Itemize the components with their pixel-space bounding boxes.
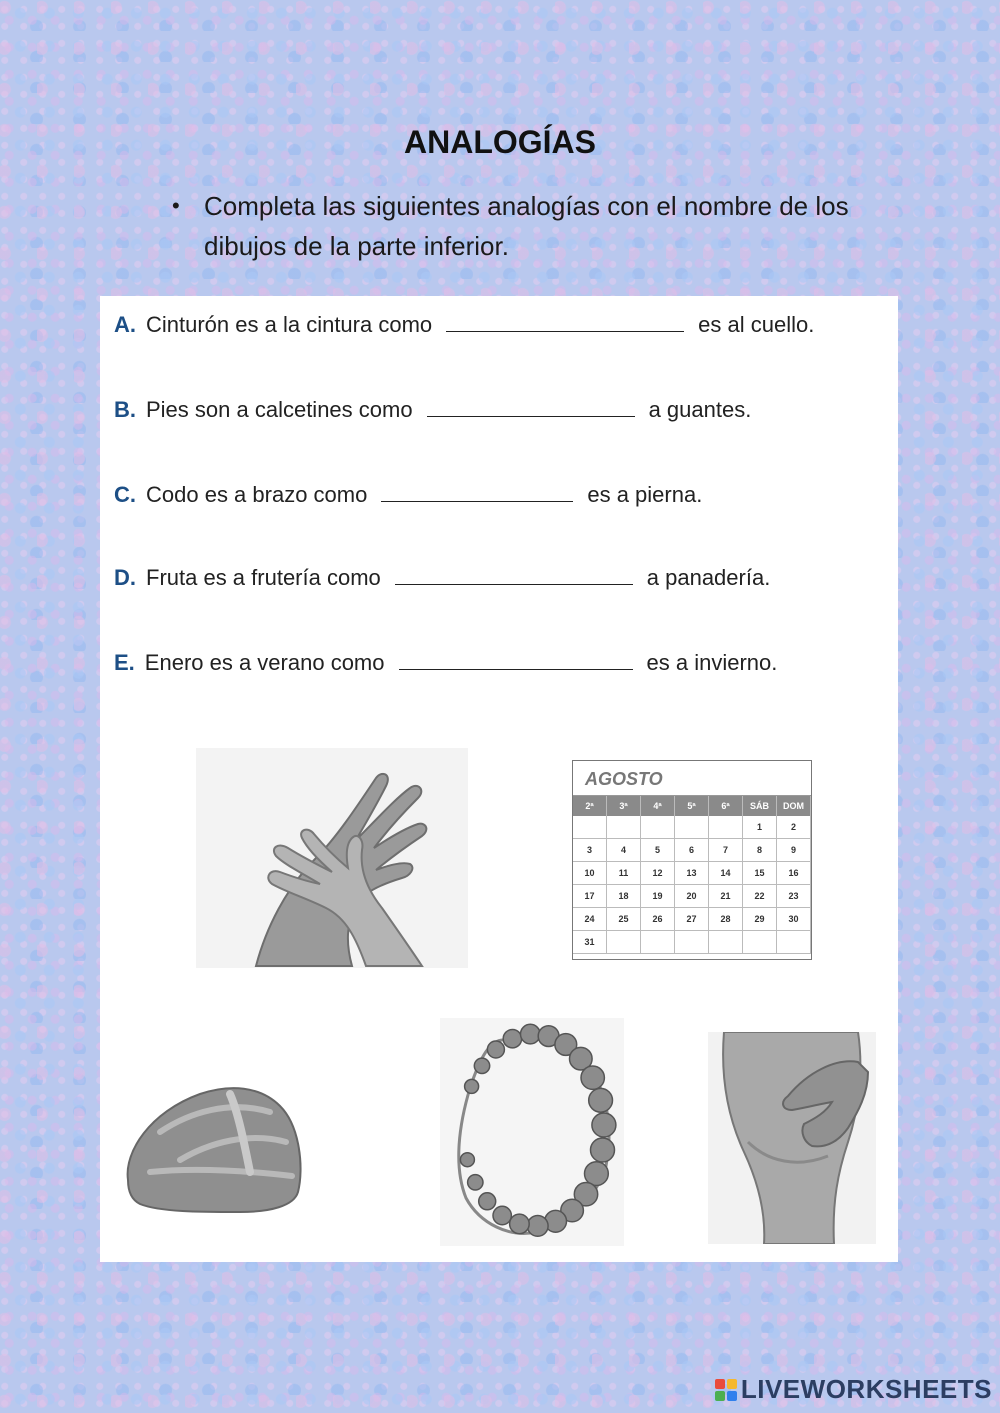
necklace-bead: [521, 1024, 541, 1044]
knee-picture: [708, 1032, 876, 1244]
necklace-bead: [465, 1079, 479, 1093]
calendar-day-header: 4ª: [641, 796, 675, 816]
necklace-bead: [468, 1175, 483, 1190]
footer-brand-text: LIVEWORKSHEETS: [740, 1374, 992, 1404]
analogy-before: Cinturón es a la cintura como: [146, 312, 433, 337]
calendar-day-header: 3ª: [607, 796, 641, 816]
calendar-day-cell: 31: [573, 931, 607, 954]
answer-blank-b[interactable]: [427, 398, 635, 417]
necklace-bead: [527, 1216, 548, 1237]
hands-picture: [196, 748, 468, 968]
calendar-day-cell: [743, 931, 777, 954]
calendar-day-cell: [641, 816, 675, 839]
answer-blank-a[interactable]: [446, 313, 684, 332]
calendar-day-cell: 7: [709, 839, 743, 862]
calendar-day-cell: 5: [641, 839, 675, 862]
calendar-day-cell: 8: [743, 839, 777, 862]
calendar-day-cell: 18: [607, 885, 641, 908]
liveworksheets-logo-icon: [715, 1379, 737, 1401]
calendar-day-cell: 14: [709, 862, 743, 885]
necklace-bead: [479, 1193, 496, 1210]
necklace-bead: [493, 1206, 511, 1224]
calendar-day-cell: 27: [675, 908, 709, 931]
calendar-day-cell: 13: [675, 862, 709, 885]
worksheet-panel: [100, 296, 898, 1262]
analogy-letter: B.: [114, 397, 136, 422]
calendar-day-cell: [641, 931, 675, 954]
instruction: [172, 186, 852, 266]
calendar-day-cell: 20: [675, 885, 709, 908]
analogy-before: Codo es a brazo como: [146, 482, 368, 507]
analogy-letter: C.: [114, 482, 136, 507]
analogy-after: a guantes.: [648, 397, 752, 422]
calendar-day-cell: [777, 931, 811, 954]
necklace-bead: [589, 1088, 613, 1112]
calendar-day-cell: 17: [573, 885, 607, 908]
bullet: •: [172, 193, 180, 218]
necklace-picture: [440, 1018, 624, 1246]
analogy-letter: A.: [114, 312, 136, 337]
calendar-day-cell: 15: [743, 862, 777, 885]
calendar-day-cell: 10: [573, 862, 607, 885]
analogy-after: es a invierno.: [646, 650, 778, 675]
analogy-row-a: [114, 312, 814, 338]
calendar-day-cell: [709, 816, 743, 839]
necklace-bead: [510, 1214, 530, 1234]
calendar-day-cell: 6: [675, 839, 709, 862]
calendar-day-cell: 28: [709, 908, 743, 931]
answer-blank-c[interactable]: [381, 483, 573, 502]
calendar-day-cell: 11: [607, 862, 641, 885]
calendar-day-cell: 25: [607, 908, 641, 931]
calendar-day-cell: 23: [777, 885, 811, 908]
calendar-day-header: 5ª: [675, 796, 709, 816]
page-title: ANALOGÍAS: [404, 124, 596, 160]
analogy-before: Enero es a verano como: [144, 650, 385, 675]
calendar-day-header: DOM: [777, 796, 811, 816]
calendar-day-cell: 16: [777, 862, 811, 885]
calendar-day-cell: 29: [743, 908, 777, 931]
answer-blank-d[interactable]: [395, 566, 633, 585]
calendar-day-cell: 4: [607, 839, 641, 862]
answer-blank-e[interactable]: [399, 651, 633, 670]
analogy-row-e: [114, 650, 777, 676]
calendar-day-cell: 19: [641, 885, 675, 908]
calendar-day-cell: 9: [777, 839, 811, 862]
analogy-letter: D.: [114, 565, 136, 590]
analogy-before: Pies son a calcetines como: [146, 397, 413, 422]
calendar-day-cell: [675, 931, 709, 954]
calendar-picture: [572, 760, 812, 960]
calendar-day-cell: [675, 816, 709, 839]
calendar-day-cell: 1: [743, 816, 777, 839]
calendar-day-header: 6ª: [709, 796, 743, 816]
calendar-day-cell: 12: [641, 862, 675, 885]
necklace-bead: [581, 1066, 604, 1089]
analogy-row-d: [114, 565, 770, 591]
calendar-day-cell: [709, 931, 743, 954]
analogy-letter: E.: [114, 650, 135, 675]
analogy-after: es al cuello.: [698, 312, 815, 337]
calendar-day-cell: [607, 816, 641, 839]
analogy-row-b: [114, 397, 751, 423]
footer-brand[interactable]: [715, 1374, 992, 1405]
calendar-day-cell: 24: [573, 908, 607, 931]
instruction-text: Completa las siguientes analogías con el nombre de los dibujos de la parte inferior.: [204, 191, 849, 261]
analogy-row-c: [114, 482, 702, 508]
necklace-bead: [460, 1153, 474, 1167]
calendar-day-cell: 2: [777, 816, 811, 839]
necklace-bead: [487, 1041, 504, 1058]
bread-picture: [120, 1072, 310, 1232]
necklace-bead: [474, 1058, 489, 1073]
analogy-after: a panadería.: [646, 565, 771, 590]
calendar-day-cell: [607, 931, 641, 954]
calendar-month: AGOSTO: [573, 761, 811, 796]
calendar-day-cell: [573, 816, 607, 839]
necklace-bead: [503, 1030, 521, 1048]
calendar-day-cell: 30: [777, 908, 811, 931]
calendar-day-cell: 26: [641, 908, 675, 931]
necklace-bead: [592, 1113, 616, 1137]
calendar-day-cell: 3: [573, 839, 607, 862]
calendar-day-header: 2ª: [573, 796, 607, 816]
analogy-after: es a pierna.: [587, 482, 703, 507]
calendar-day-header: SÁB: [743, 796, 777, 816]
calendar-day-cell: 21: [709, 885, 743, 908]
analogy-before: Fruta es a frutería como: [146, 565, 381, 590]
necklace-bead: [591, 1138, 615, 1162]
calendar-day-cell: 22: [743, 885, 777, 908]
calendar-grid: [573, 796, 811, 954]
